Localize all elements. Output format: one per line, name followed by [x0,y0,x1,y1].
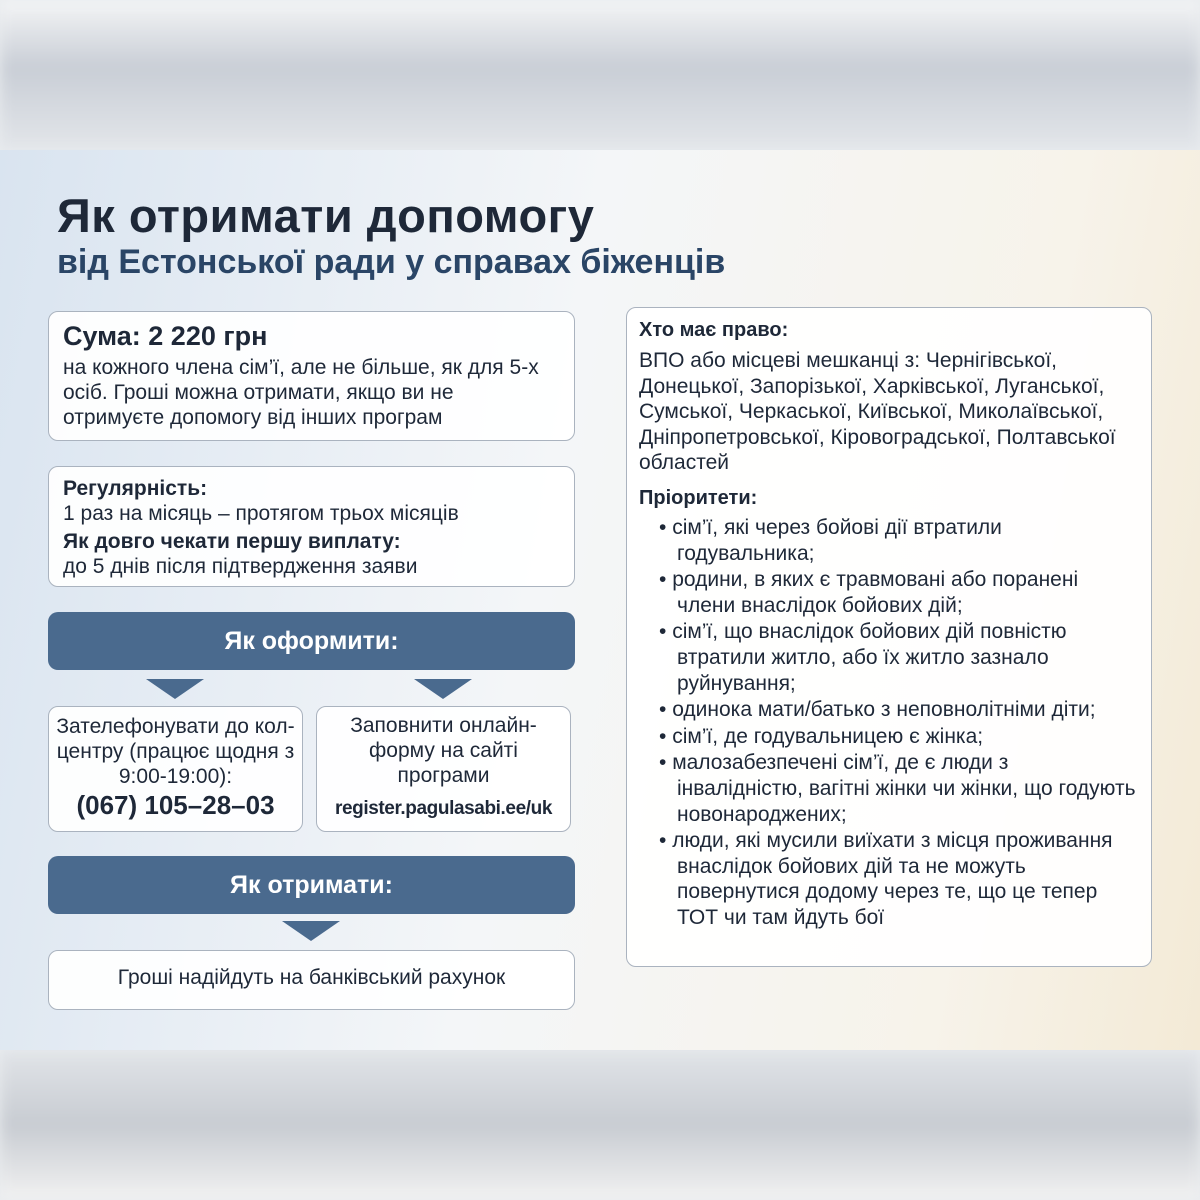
priority-item: • люди, які мусили виїхати з місця проживання внаслідок бойових дій та не можуть повернутися додому через те, що це тепер ТОТ чи там йдуть бої [659,829,1113,929]
eligibility-box [626,307,1152,967]
eligibility-text: ВПО або місцеві мешканці з: Чернігівської, Донецької, Запорізької, Харківської, Луганської, Сумської, Черкаської, Київської, Миколаївської, Дніпропетровської, Кіровоградської, Полтавської областей [639,349,1116,475]
priority-text: малозабезпечені сім’ї, де є люди з інвалідністю, вагітні жінки чи жінки, що годують новонароджених; [672,751,1136,826]
schedule-box [48,466,575,587]
arrow-down-icon [146,679,204,699]
priority-text: сім’ї, які через бойові дії втратили годувальника; [672,515,1002,565]
regularity-value: 1 раз на місяць – протягом трьох місяців [63,502,459,525]
priority-item: • одинока мати/батько з неповнолітніми діти; [659,698,1096,722]
priority-text: родини, в яких є травмовані або поранені члени внаслідок бойових дій; [672,568,1079,617]
priority-item: • малозабезпечені сім’ї, де є люди з інвалідністю, вагітні жінки чи жінки, що годують новонароджених; [659,751,1136,826]
priority-text: одинока мати/батько з неповнолітніми діти; [672,698,1096,722]
receive-box [48,950,575,1010]
priority-text: сім’ї, де годувальницею є жінка; [672,724,984,748]
regularity-label: Регулярність: [63,477,208,500]
priority-item: • сім’ї, які через бойові дії втратили годувальника; [659,515,1002,565]
receive-heading-bar: Як отримати: [48,856,575,914]
call-center-text: Зателефонувати до кол-центру (працює щодня з 9:00-19:00): [56,715,295,788]
receive-text: Гроші надійдуть на банківський рахунок [117,966,506,989]
eligibility-heading: Хто має право: [639,319,789,341]
priority-item: • сім’ї, що внаслідок бойових дій повністю втратили житло, або їх житло зазнало руйнування; [659,620,1067,695]
priorities-list [639,515,1139,931]
online-form-text: Заповнити онлайн-форму на сайті програми [350,714,537,787]
arrow-down-icon [414,679,472,699]
blurred-background-bottom [0,1050,1200,1200]
phone-number[interactable]: (067) 105–28–03 [76,790,275,820]
amount-text: на кожного члена сім’ї, але не більше, як для 5-х осіб. Гроші можна отримати, якщо ви не отримуєте допомогу від інших програм [63,356,539,429]
page-title: Як отримати допомогу [57,189,595,242]
apply-heading-bar: Як оформити: [48,612,575,670]
page-subtitle: від Естонської ради у справах біженців [57,243,726,281]
priority-text: люди, які мусили виїхати з місця проживання внаслідок бойових дій та не можуть повернутися додому через те, що це тепер ТОТ чи там йдуть бої [672,829,1113,929]
online-form-box [316,706,571,832]
arrow-down-icon [282,921,340,941]
priority-text: сім’ї, що внаслідок бойових дій повністю втратили житло, або їх житло зазнало руйнування; [672,620,1067,695]
registration-link[interactable]: register.pagulasabi.ee/uk [334,798,553,819]
priorities-heading: Пріоритети: [639,486,758,509]
call-center-box [48,706,303,832]
wait-value: до 5 днів після підтвердження заяви [63,555,418,578]
amount-heading: Сума: 2 220 грн [63,321,268,351]
wait-label: Як довго чекати першу виплату: [63,530,401,553]
blurred-background-top [0,0,1200,150]
priority-item: • родини, в яких є травмовані або поранені члени внаслідок бойових дій; [659,568,1079,617]
priority-item: • сім’ї, де годувальницею є жінка; [659,724,984,748]
amount-box [48,311,575,441]
